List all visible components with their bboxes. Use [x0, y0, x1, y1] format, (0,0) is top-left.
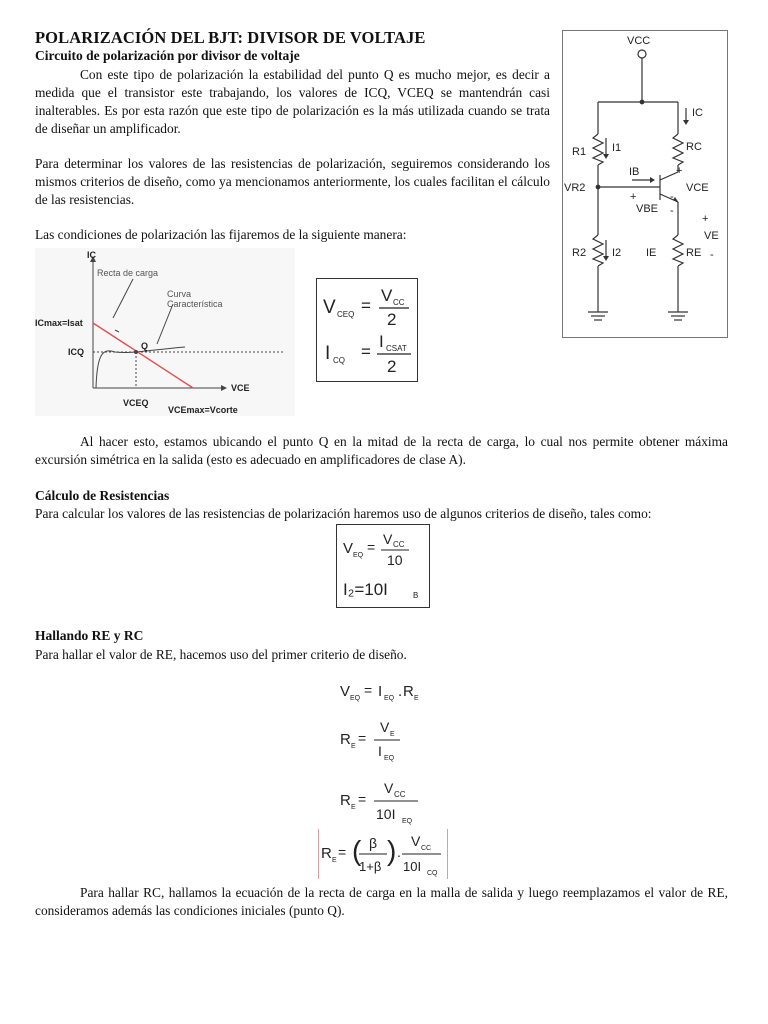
svg-text:EQ: EQ	[350, 695, 361, 702]
r2-label: R2	[572, 247, 587, 259]
ve-plus: +	[702, 213, 709, 225]
rc-label: RC	[686, 141, 702, 153]
graph-recta-label: Recta de carga	[97, 268, 159, 278]
veq-v: V	[343, 540, 354, 557]
vceq-den: 2	[387, 310, 397, 329]
svg-text:R: R	[403, 683, 414, 700]
vceq-num-v: V	[381, 286, 393, 305]
svg-text:=: =	[358, 791, 367, 807]
svg-text:V: V	[411, 833, 421, 849]
svg-text:V: V	[380, 719, 390, 735]
formula-box-q-point	[316, 278, 418, 382]
svg-text:EQ: EQ	[402, 818, 413, 825]
svg-text:EQ: EQ	[384, 755, 395, 762]
vr2-label: VR2	[564, 182, 586, 194]
svg-text:I: I	[378, 743, 382, 759]
svg-text:V: V	[384, 780, 394, 796]
svg-text:E: E	[351, 804, 356, 811]
vbe-label: VBE	[636, 203, 659, 215]
svg-text:.: .	[397, 844, 401, 860]
graph-icmax-label: ICmax=Isat	[35, 318, 83, 328]
veq-sub: EQ	[353, 552, 364, 559]
icq-den: 2	[387, 357, 397, 376]
vceq-v: V	[323, 297, 336, 318]
svg-text:=: =	[358, 730, 367, 746]
graph-icq-label: ICQ	[68, 347, 85, 357]
svg-text:=: =	[364, 682, 373, 698]
re-label: RE	[686, 247, 702, 259]
equation-re-2	[338, 775, 438, 827]
paragraph-criterios: Para determinar los valores de las resistencias de polarización, seguiremos considerando los mismos criterios de diseño, como ya mencionamos anteriormente, los cuales facilitan el cálculo de las resistencias.	[35, 156, 550, 207]
svg-text:R: R	[340, 792, 351, 809]
vbe-minus: -	[670, 191, 674, 203]
r1-label: R1	[572, 146, 587, 158]
svg-text:E: E	[332, 857, 337, 864]
paragraph-hallar-rc: Para hallar RC, hallamos la ecuación de la recta de carga en la malla de salida y luego reemplazamos el valor de RE, consideramos además las condiciones iniciales (punto Q).	[35, 885, 728, 918]
vceq-eq: =	[361, 296, 371, 315]
i1-label: I1	[612, 142, 622, 154]
circuit-figure	[562, 30, 728, 338]
svg-text:.: .	[398, 683, 403, 700]
svg-text:R: R	[321, 845, 332, 862]
vce-minus: -	[670, 205, 674, 217]
ve-minus: -	[710, 249, 714, 261]
svg-text:I: I	[378, 683, 383, 700]
svg-text:10I: 10I	[403, 859, 422, 874]
vcc-label: VCC	[627, 35, 651, 47]
ic-label: IC	[692, 107, 703, 119]
svg-text:(: (	[352, 835, 362, 866]
heading-hallando: Hallando RE y RC	[35, 628, 144, 643]
formula-box-criterios	[336, 524, 430, 608]
graph-x-label: VCE	[231, 383, 250, 393]
vceq-num-sub: CC	[393, 298, 405, 307]
graph-curva-label: Curva	[167, 289, 192, 299]
svg-text:β: β	[369, 835, 378, 851]
paragraph-criterios-diseno: Para calcular los valores de las resistencias de polarización haremos uso de algunos criterios de diseño, tales como:	[35, 506, 652, 521]
veq-den: 10	[387, 552, 403, 568]
page-title: POLARIZACIÓN DEL BJT: DIVISOR DE VOLTAJE	[35, 28, 426, 47]
graph-q-label: Q	[141, 341, 149, 351]
section-subtitle: Circuito de polarización por divisor de voltaje	[35, 48, 300, 63]
svg-text:): )	[387, 835, 397, 866]
ve-label: VE	[704, 230, 719, 242]
i2-sub: B	[413, 591, 419, 600]
load-line-graph	[35, 248, 295, 416]
veq-num-sub: CC	[393, 540, 405, 549]
svg-text:V: V	[340, 683, 351, 700]
svg-text:CQ: CQ	[427, 870, 438, 877]
graph-y-label: IC	[87, 250, 96, 260]
icq-num-sub: CSAT	[386, 344, 407, 353]
paragraph-intro: Con este tipo de polarización la estabilidad del punto Q es mucho mejor, es decir a medida que el transistor este trabajando, los valores de ICQ, VCEQ se mantendrán casi inalterables. Es por esta razón que este tipo de polarización es la más utilizada cuando se trata de diseñar un amplificador.	[35, 67, 550, 136]
svg-text:=: =	[338, 844, 347, 860]
equation-re-final	[318, 829, 448, 879]
vce-plus: +	[676, 165, 683, 177]
graph-vcemax-label: VCEmax=Vcorte	[168, 405, 238, 415]
ib-label: IB	[629, 166, 640, 178]
graph-vceq-label: VCEQ	[123, 398, 149, 408]
icq-num-i: I	[379, 332, 384, 351]
veq-num-v: V	[383, 531, 393, 547]
svg-text:10I: 10I	[376, 806, 396, 822]
paragraph-punto-q: Al hacer esto, estamos ubicando el punto Q en la mitad de la recta de carga, lo cual nos permite obtener máxima excursión simétrica en la salida (esto es adecuado en amplificadores de clase A).	[35, 434, 728, 467]
paragraph-hallar-re: Para hallar el valor de RE, hacemos uso del primer criterio de diseño.	[35, 647, 407, 662]
svg-text:E: E	[414, 695, 419, 702]
vceq-sub: CEQ	[337, 310, 355, 319]
svg-text:E: E	[390, 731, 395, 738]
graph-caracteristica-label: Característica	[167, 299, 223, 309]
icq-eq: =	[361, 342, 371, 361]
svg-text:R: R	[340, 731, 351, 748]
paragraph-condiciones: Las condiciones de polarización las fijaremos de la siguiente manera:	[35, 227, 407, 242]
i2-eq: I₂=10I	[343, 580, 388, 599]
icq-sub: CQ	[333, 356, 345, 365]
veq-eq: =	[367, 539, 376, 555]
heading-calculo: Cálculo de Resistencias	[35, 488, 170, 503]
i2-label: I2	[612, 247, 622, 259]
equation-veq	[338, 676, 448, 708]
equation-re-1	[338, 714, 438, 766]
icq-i: I	[325, 343, 331, 364]
vbe-plus: +	[630, 191, 637, 203]
load-line-svg	[35, 248, 295, 416]
svg-text:CC: CC	[421, 845, 432, 852]
divider-circuit-diagram	[562, 30, 728, 338]
vce-label: VCE	[686, 182, 709, 194]
ie-label: IE	[646, 247, 657, 259]
svg-text:1+β: 1+β	[359, 859, 382, 874]
svg-text:E: E	[351, 743, 356, 750]
svg-text:EQ: EQ	[384, 695, 395, 702]
svg-text:CC: CC	[394, 790, 406, 799]
